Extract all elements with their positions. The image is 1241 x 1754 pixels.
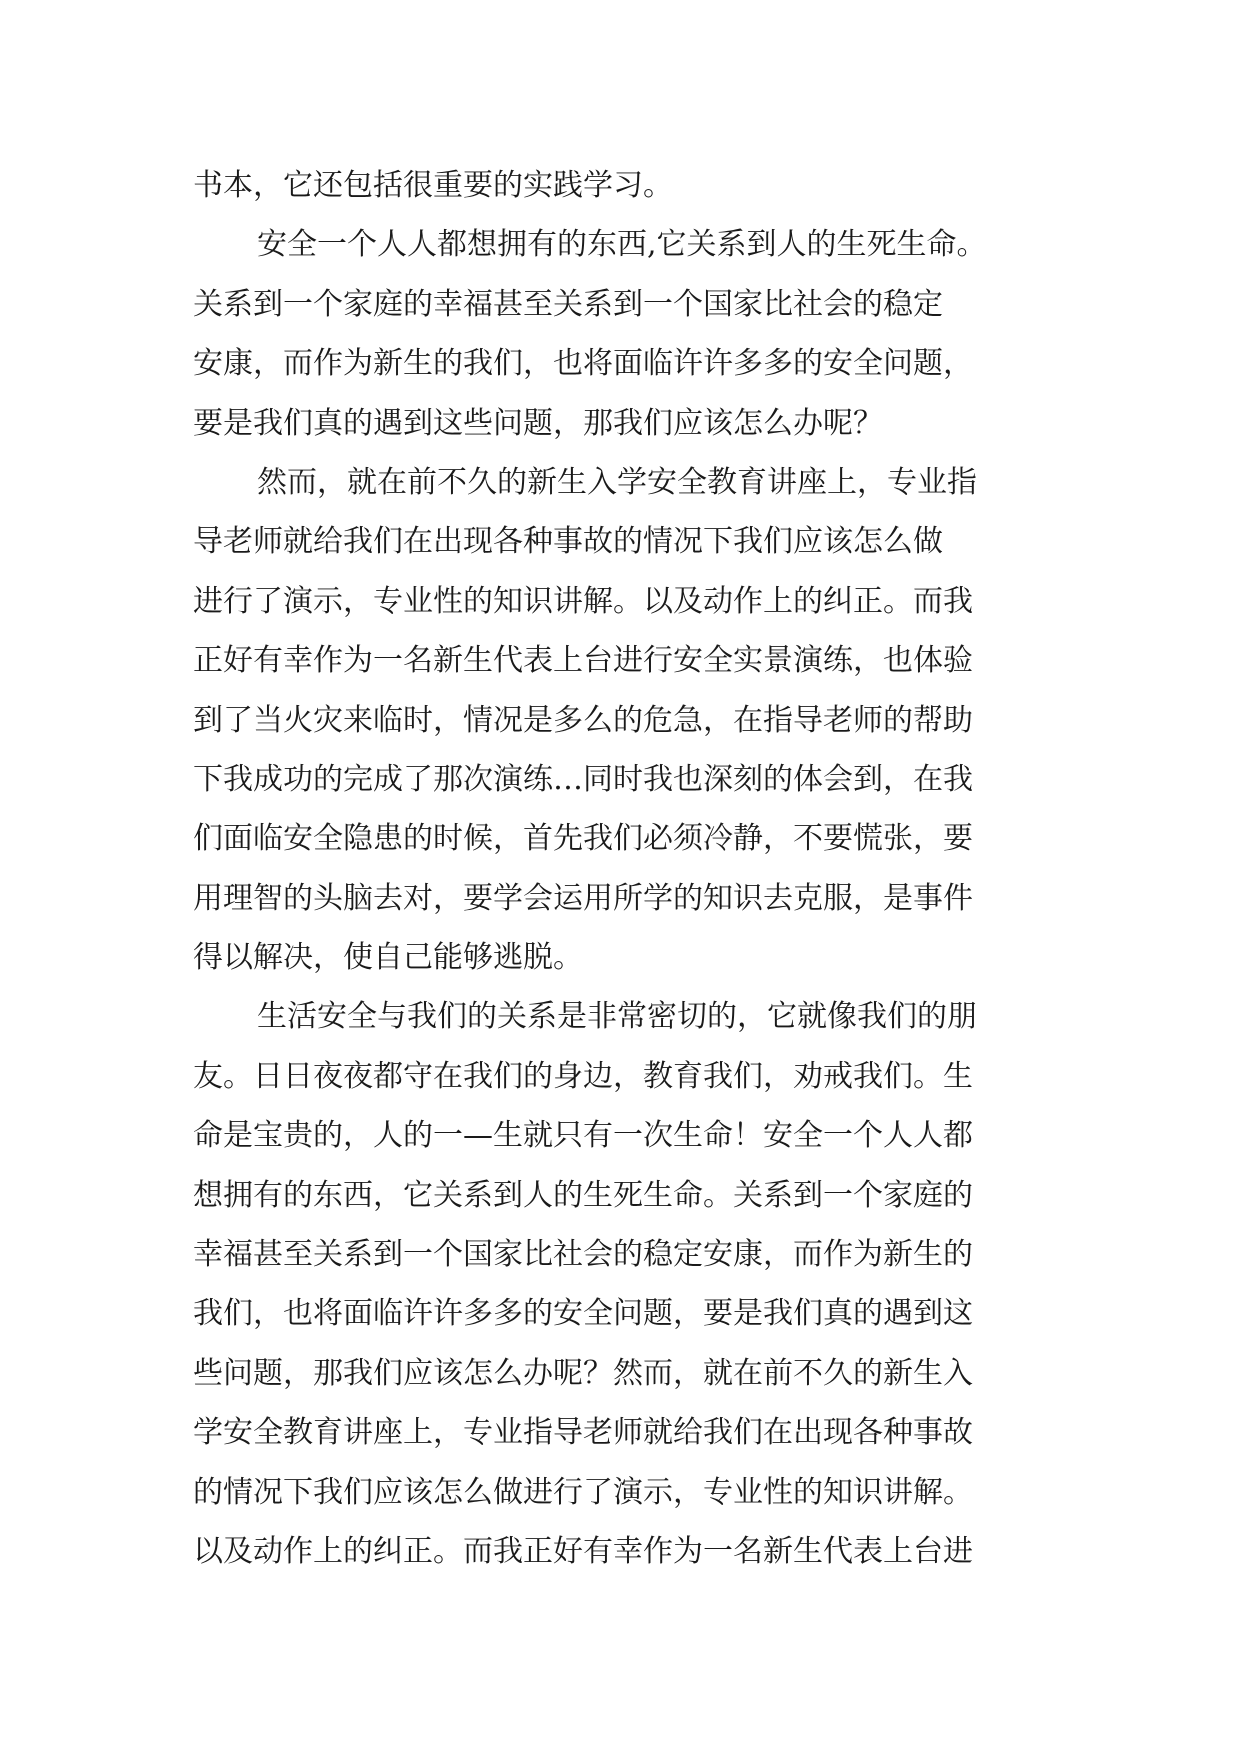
- document-body: [193, 156, 1093, 1581]
- text-line: 到了当火灾来临时，情况是多么的危急，在指导老师的帮助: [193, 702, 973, 738]
- text-line: 想拥有的东西，它关系到人的生死生命。关系到一个家庭的: [193, 1177, 973, 1213]
- text-line: 的情况下我们应该怎么做进行了演示，专业性的知识讲解。: [193, 1474, 973, 1510]
- text-line: 进行了演示，专业性的知识讲解。以及动作上的纠正。而我: [193, 583, 973, 619]
- paragraph-first-line: 安全一个人人都想拥有的东西,它关系到人的生死生命。: [257, 227, 987, 263]
- text-line: 以及动作上的纠正。而我正好有幸作为一名新生代表上台进: [193, 1533, 973, 1569]
- text-line: 幸福甚至关系到一个国家比社会的稳定安康，而作为新生的: [193, 1237, 973, 1273]
- text-line: 下我成功的完成了那次演练…同时我也深刻的体会到，在我: [193, 761, 973, 797]
- text-line: 书本，它还包括很重要的实践学习。: [193, 168, 673, 203]
- text-line: 友。日日夜夜都守在我们的身边，教育我们，劝戒我们。生: [193, 1058, 973, 1094]
- text-line: 要是我们真的遇到这些问题，那我们应该怎么办呢？: [193, 405, 883, 441]
- text-line: 用理智的头脑去对，要学会运用所学的知识去克服，是事件: [193, 880, 973, 916]
- paragraph-first-line: 生活安全与我们的关系是非常密切的，它就像我们的朋: [257, 999, 977, 1035]
- text-line: 命是宝贵的，人的一—生就只有一次生命！安全一个人人都: [193, 1118, 973, 1154]
- text-line: 得以解决，使自己能够逃脱。: [193, 940, 583, 976]
- text-line: 关系到一个家庭的幸福甚至关系到一个国家比社会的稳定: [193, 286, 943, 322]
- text-line: 导老师就给我们在出现各种事故的情况下我们应该怎么做: [193, 524, 943, 560]
- text-line: 正好有幸作为一名新生代表上台进行安全实景演练，也体验: [193, 643, 973, 679]
- text-line: 些问题，那我们应该怎么办呢？然而，就在前不久的新生入: [193, 1355, 973, 1391]
- text-line: 学安全教育讲座上，专业指导老师就给我们在出现各种事故: [193, 1415, 973, 1451]
- paragraph-first-line: 然而，就在前不久的新生入学安全教育讲座上，专业指: [257, 464, 977, 500]
- text-line: 们面临安全隐患的时候，首先我们必须冷静，不要慌张，要: [193, 821, 973, 857]
- text-line: 我们，也将面临许许多多的安全问题，要是我们真的遇到这: [193, 1296, 973, 1332]
- text-line: 安康，而作为新生的我们，也将面临许许多多的安全问题，: [193, 346, 973, 382]
